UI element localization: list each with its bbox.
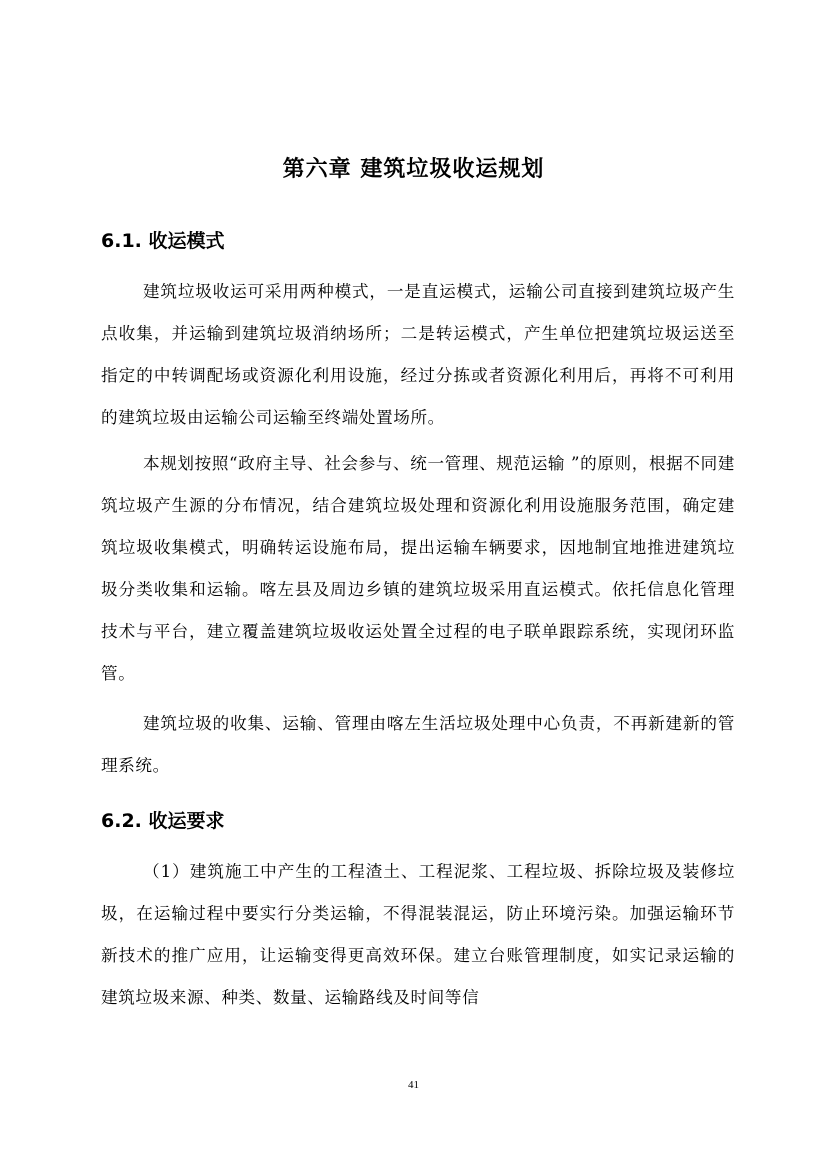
- paragraph-planning-principles: 本规划按照“政府主导、社会参与、统一管理、规范运输 ”的原则，根据不同建筑垃圾产生源的分布情况，结合建筑垃圾处理和资源化利用设施服务范围，确定建筑垃圾收集模式，明确转运设施布局，提出运输车辆要求，因地制宜地推进建筑垃圾分类收集和运输。喀左县及周边乡镇的建筑垃圾采用直运模式。依托信息化管理技术与平台，建立覆盖建筑垃圾收运处置全过程的电子联单跟踪系统，实现闭环监管。: [101, 454, 735, 683]
- paragraph-management-responsibility: 建筑垃圾的收集、运输、管理由喀左生活垃圾处理中心负责，不再新建新的管理系统。: [101, 714, 735, 775]
- paragraph-transport-requirements: （1）建筑施工中产生的工程渣土、工程泥浆、工程垃圾、拆除垃圾及装修垃圾，在运输过程中要实行分类运输，不得混装混运，防止环境污染。加强运输环节新技术的推广应用，让运输变得更高效环保。建立台账管理制度，如实记录运输的建筑垃圾来源、种类、数量、运输路线及时间等信: [101, 862, 735, 1007]
- page-number: 41: [408, 1079, 419, 1091]
- section-heading-6-1: 6.1. 收运模式: [101, 230, 225, 252]
- chapter-title: 第六章 建筑垃圾收运规划: [282, 157, 545, 182]
- paragraph-collection-modes: 建筑垃圾收运可采用两种模式，一是直运模式，运输公司直接到建筑垃圾产生点收集，并运输到建筑垃圾消纳场所；二是转运模式，产生单位把建筑垃圾运送至指定的中转调配场或资源化利用设施，经过分拣或者资源化利用后，再将不可利用的建筑垃圾由运输公司运输至终端处置场所。: [101, 282, 735, 427]
- section-heading-6-2: 6.2. 收运要求: [101, 810, 225, 832]
